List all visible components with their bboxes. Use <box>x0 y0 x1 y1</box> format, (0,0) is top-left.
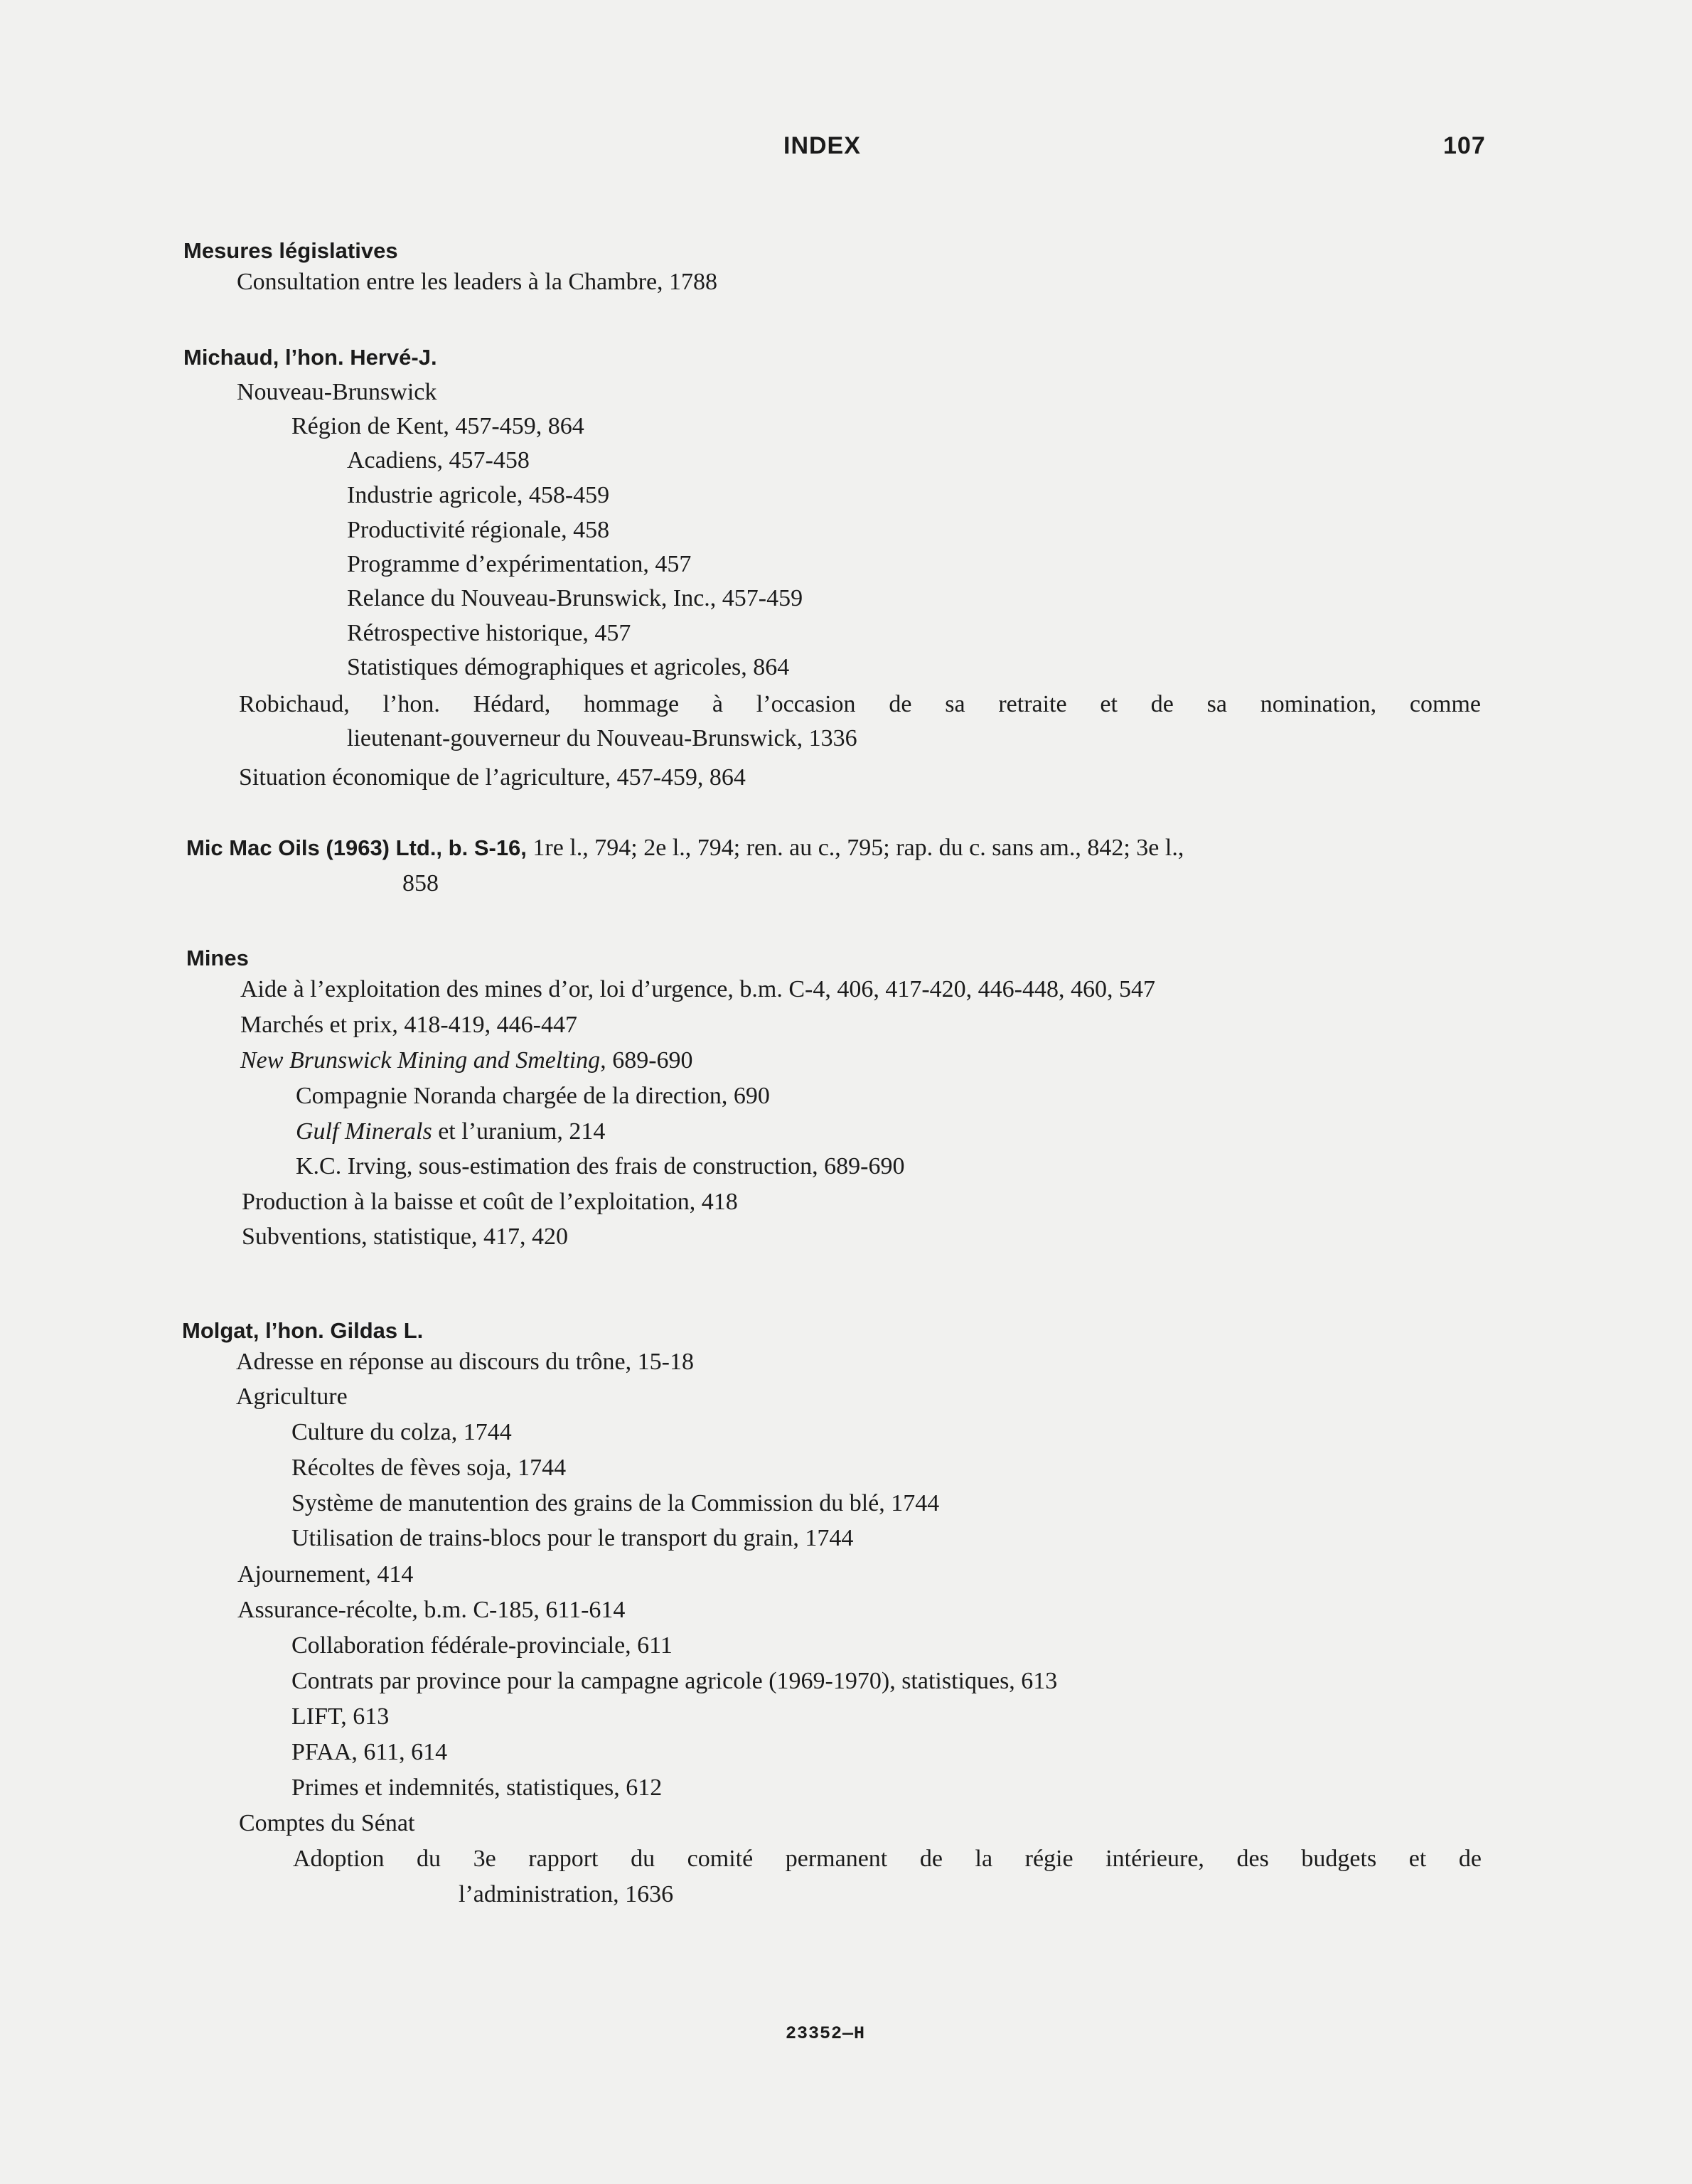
entry-line: Assurance-récolte, b.m. C-185, 611-614 <box>237 1597 626 1623</box>
page-number: 107 <box>1443 132 1486 159</box>
entry-line: Marchés et prix, 418-419, 446-447 <box>240 1012 578 1038</box>
entry-line: lieutenant-gouverneur du Nouveau-Brunswick, 1336 <box>347 725 857 751</box>
show-through-texture <box>739 206 1521 1898</box>
page-refs: 689-690 <box>606 1047 693 1074</box>
entry-line <box>296 1114 605 1150</box>
entry-line: Consultation entre les leaders à la Chambre, 1788 <box>237 269 718 295</box>
entry-line: Situation économique de l’agriculture, 457-459, 864 <box>239 764 746 791</box>
entry-heading: Michaud, l’hon. Hervé-J. <box>183 345 437 370</box>
company-name: Gulf Minerals <box>296 1118 432 1145</box>
entry-line: Robichaud, l’hon. Hédard, hommage à l’occasion de sa retraite et de sa nomination, comme <box>239 691 1481 717</box>
entry-line: 858 <box>402 870 439 896</box>
entry-line: Contrats par province pour la campagne agricole (1969-1970), statistiques, 613 <box>291 1668 1058 1694</box>
entry-line: Adresse en réponse au discours du trône, 15-18 <box>236 1349 694 1375</box>
entry-line: Aide à l’exploitation des mines d’or, loi d’urgence, b.m. C-4, 406, 417-420, 446-448, 460, 547 <box>240 976 1155 1002</box>
entry-heading: Molgat, l’hon. Gildas L. <box>182 1318 424 1343</box>
entry-line <box>240 1043 693 1078</box>
entry-line: PFAA, 611, 614 <box>291 1739 448 1765</box>
entry-line: Compagnie Noranda chargée de la direction, 690 <box>296 1083 770 1109</box>
entry-line: Production à la baisse et coût de l’exploitation, 418 <box>242 1189 738 1215</box>
entry-line: Agriculture <box>236 1383 348 1410</box>
entry-heading <box>186 830 1184 866</box>
entry-line: Nouveau-Brunswick <box>237 379 437 405</box>
entry-line: Région de Kent, 457-459, 864 <box>291 413 584 439</box>
entry-line: Statistiques démographiques et agricoles, 864 <box>347 654 790 680</box>
entry-line: Productivité régionale, 458 <box>347 517 610 543</box>
entry-line: Comptes du Sénat <box>239 1810 415 1836</box>
entry-line: Utilisation de trains-blocs pour le transport du grain, 1744 <box>291 1525 854 1551</box>
page-title: INDEX <box>783 132 861 159</box>
entry-line: Récoltes de fèves soja, 1744 <box>291 1455 567 1481</box>
entry-line: LIFT, 613 <box>291 1703 390 1730</box>
entry-line: Rétrospective historique, 457 <box>347 620 631 646</box>
entry-heading-details: 1re l., 794; 2e l., 794; ren. au c., 795; rap. du c. sans am., 842; 3e l., <box>526 835 1184 861</box>
entry-line: Système de manutention des grains de la Commission du blé, 1744 <box>291 1490 940 1516</box>
entry-line: Relance du Nouveau-Brunswick, Inc., 457-459 <box>347 585 803 611</box>
entry-line: Primes et indemnités, statistiques, 612 <box>291 1774 663 1801</box>
company-name: New Brunswick Mining and Smelting, <box>240 1047 606 1074</box>
entry-line: Industrie agricole, 458-459 <box>347 482 610 508</box>
entry-line: Adoption du 3e rapport du comité permanent de la régie intérieure, des budgets et de <box>293 1846 1482 1872</box>
entry-line: Acadiens, 457-458 <box>347 447 530 473</box>
entry-line: K.C. Irving, sous-estimation des frais de construction, 689-690 <box>296 1153 905 1179</box>
entry-heading-title: Mic Mac Oils (1963) Ltd., b. S-16, <box>186 835 527 860</box>
entry-line: Programme d’expérimentation, 457 <box>347 551 692 577</box>
entry-heading: Mines <box>186 946 249 970</box>
entry-text: et l’uranium, 214 <box>432 1118 606 1145</box>
entry-line: Ajournement, 414 <box>237 1561 414 1588</box>
entry-line: Culture du colza, 1744 <box>291 1419 512 1445</box>
entry-line: Collaboration fédérale-provinciale, 611 <box>291 1632 673 1659</box>
entry-line: Subventions, statistique, 417, 420 <box>242 1224 568 1250</box>
entry-heading: Mesures législatives <box>183 238 398 263</box>
print-code: 23352—H <box>786 2023 866 2044</box>
entry-line: l’administration, 1636 <box>459 1881 674 1907</box>
